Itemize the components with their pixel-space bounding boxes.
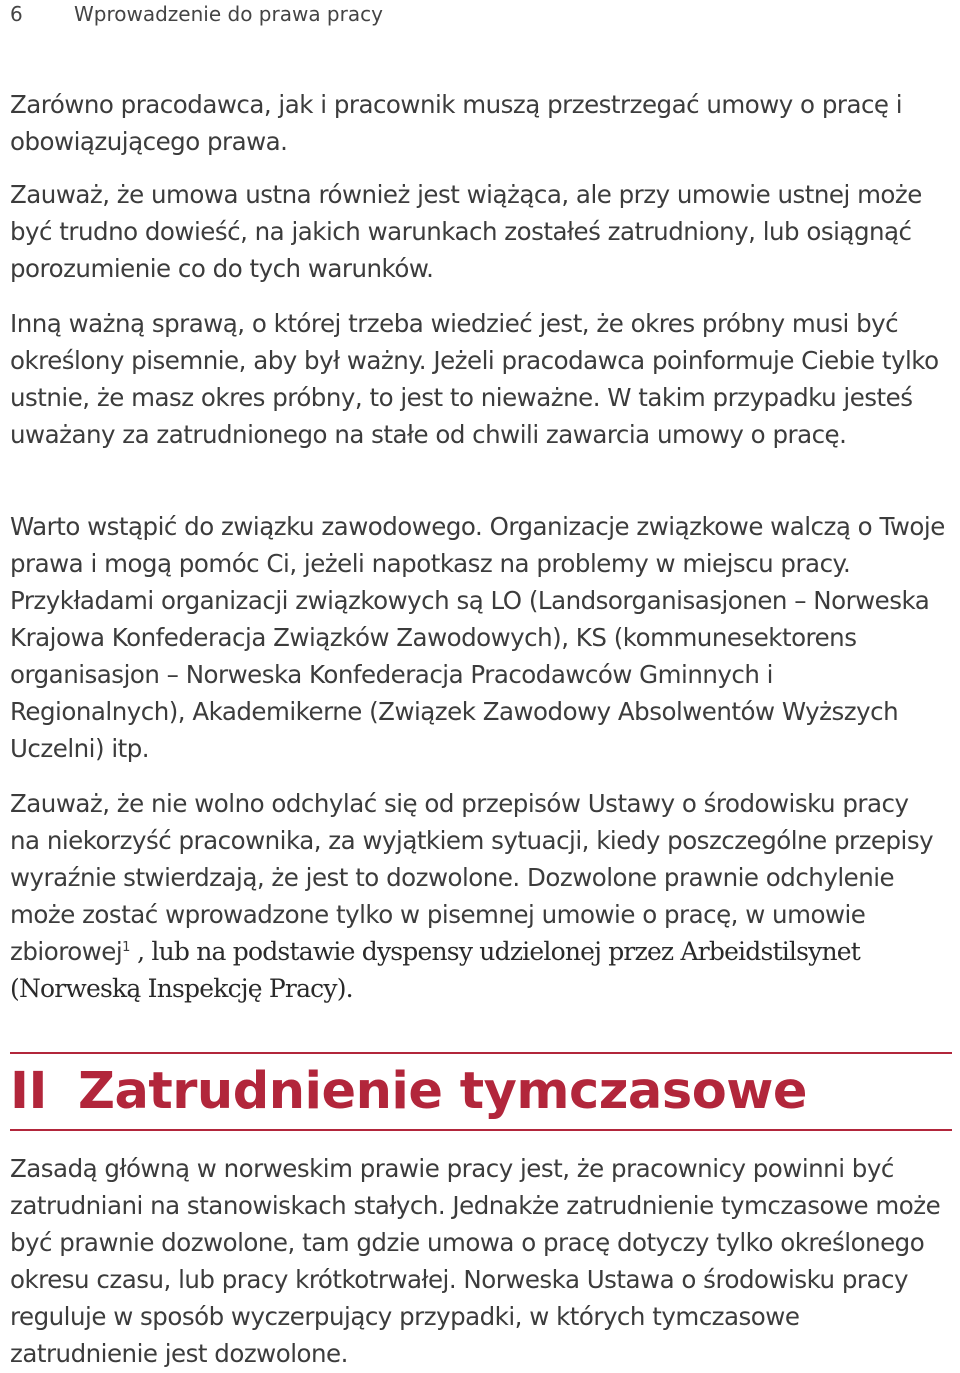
- section-heading: [10, 1062, 807, 1121]
- section-rule-top: [10, 1052, 952, 1054]
- running-header: [10, 2, 383, 26]
- paragraph-probation-period: Inną ważną sprawą, o której trzeba wiedzieć jest, że okres próbny musi być określony pisemnie, aby był ważny. Jeżeli pracodawca poinformuje Ciebie tylko ustnie, że masz okres próbny, to jest to nieważne. W takim przypadku jesteś uważany za zatrudnionego na stałe od chwili zawarcia umowy o pracę.: [10, 309, 939, 449]
- page-number: 6: [10, 2, 23, 26]
- paragraph-oral-contract: Zauważ, że umowa ustna również jest wiążąca, ale przy umowie ustnej może być trudno dowieść, na jakich warunkach zostałeś zatrudniony, lub osiągnąć porozumienie co do tych warunków.: [10, 180, 922, 283]
- footnote-reference: 1: [122, 939, 130, 955]
- deviations-text: Zauważ, że nie wolno odchylać się od przepisów Ustawy o środowisku pracy na niekorzyść pracownika, za wyjątkiem sytuacji, kiedy poszczególne przepisy wyraźnie stwierdzają, że jest to dozwolone. Dozwolone prawnie odchylenie może zostać wprowadzone tylko w pisemnej umowie o pracę, w umowie zbiorowej: [10, 789, 934, 966]
- section-title: Zatrudnienie tymczasowe: [78, 1062, 807, 1121]
- running-title: Wprowadzenie do prawa pracy: [74, 2, 383, 26]
- paragraph-temporary-employment: Zasadą główną w norweskim prawie pracy jest, że pracownicy powinni być zatrudniani na stanowiskach stałych. Jednakże zatrudnienie tymczasowe może być prawnie dozwolone, tam gdzie umowa o pracę dotyczy tylko określonego okresu czasu, lub pracy krótkotrwałej. Norweska Ustawa o środowisku pracy reguluje w sposób wyczerpujący przypadki, w których tymczasowe zatrudnienie jest dozwolone.: [10, 1154, 941, 1368]
- section-rule-bottom: [10, 1129, 952, 1131]
- paragraph-contract-obligation: Zarówno pracodawca, jak i pracownik muszą przestrzegać umowy o pracę i obowiązującego prawa.: [10, 90, 903, 156]
- deviations-text-tail: , lub na podstawie dyspensy udzielonej przez Arbeidstilsynet (Norweską Inspekcję Pracy).: [10, 937, 861, 1003]
- section-number: II: [10, 1062, 47, 1121]
- paragraph-deviations: [10, 785, 945, 1007]
- paragraph-trade-unions: Warto wstąpić do związku zawodowego. Organizacje związkowe walczą o Twoje prawa i mogą pomóc Ci, jeżeli napotkasz na problemy w miejscu pracy. Przykładami organizacji związkowych są LO (Landsorganisasjonen – Norweska Krajowa Konfederacja Związków Zawodowych), KS (kommunesektorens organisasjon – Norweska Konfederacja Pracodawców Gminnych i Regionalnych), Akademikerne (Związek Zawodowy Absolwentów Wyższych Uczelni) itp.: [10, 512, 945, 763]
